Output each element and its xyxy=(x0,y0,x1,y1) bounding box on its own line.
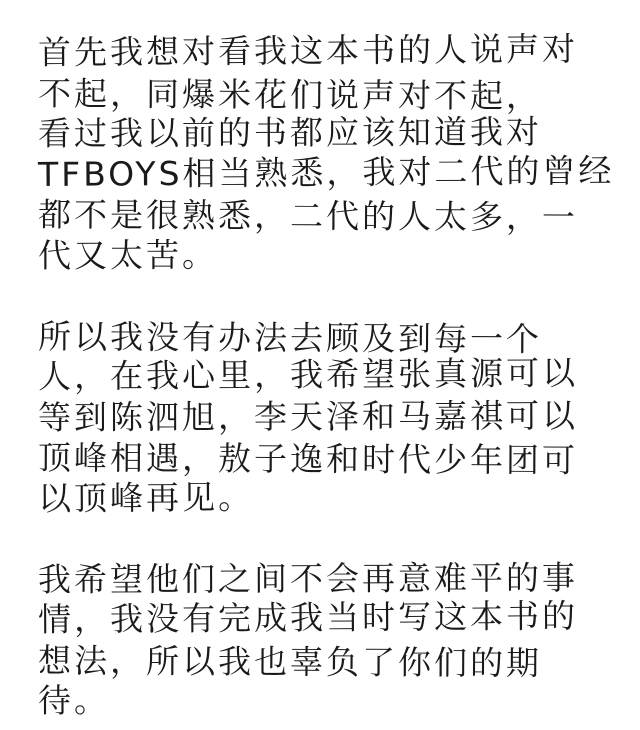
paragraph-3 xyxy=(37,557,618,722)
note-line: 不起，同爆米花们说声对不起， xyxy=(37,73,543,116)
note-line: 想法，所以我也辜负了你们的期 xyxy=(37,640,543,683)
paragraph-gap xyxy=(38,519,618,560)
paragraph-1 xyxy=(37,29,618,276)
note-line: 顶峰相遇，敖子逸和时代少年团可 xyxy=(37,438,579,480)
note-line: 情，我没有完成我当时写这本书的 xyxy=(37,596,579,639)
note-line: 都不是很熟悉，二代的人太多，一 xyxy=(37,195,579,237)
paragraph-gap xyxy=(38,276,618,317)
handwritten-note xyxy=(37,29,618,722)
note-line: 我希望他们之间不会再意难平的事 xyxy=(37,557,579,599)
note-line: 首先我想对看我这本书的人说声对 xyxy=(37,29,579,72)
note-line: 等到陈泗旭，李天泽和马嘉祺可以 xyxy=(37,395,579,437)
note-line: 以顶峰再见。 xyxy=(37,476,255,518)
note-line: 人，在我心里，我希望张真源可以 xyxy=(37,353,579,396)
note-line: TFBOYS相当熟悉，我对二代的曾经 xyxy=(37,150,615,194)
paragraph-2 xyxy=(38,317,618,520)
note-line: 看过我以前的书都应该知道我对 xyxy=(37,112,543,153)
note-line: 所以我没有办法去顾及到每一个 xyxy=(37,316,543,359)
note-line: 待。 xyxy=(37,680,111,720)
note-line: 代又太苦。 xyxy=(37,234,219,275)
